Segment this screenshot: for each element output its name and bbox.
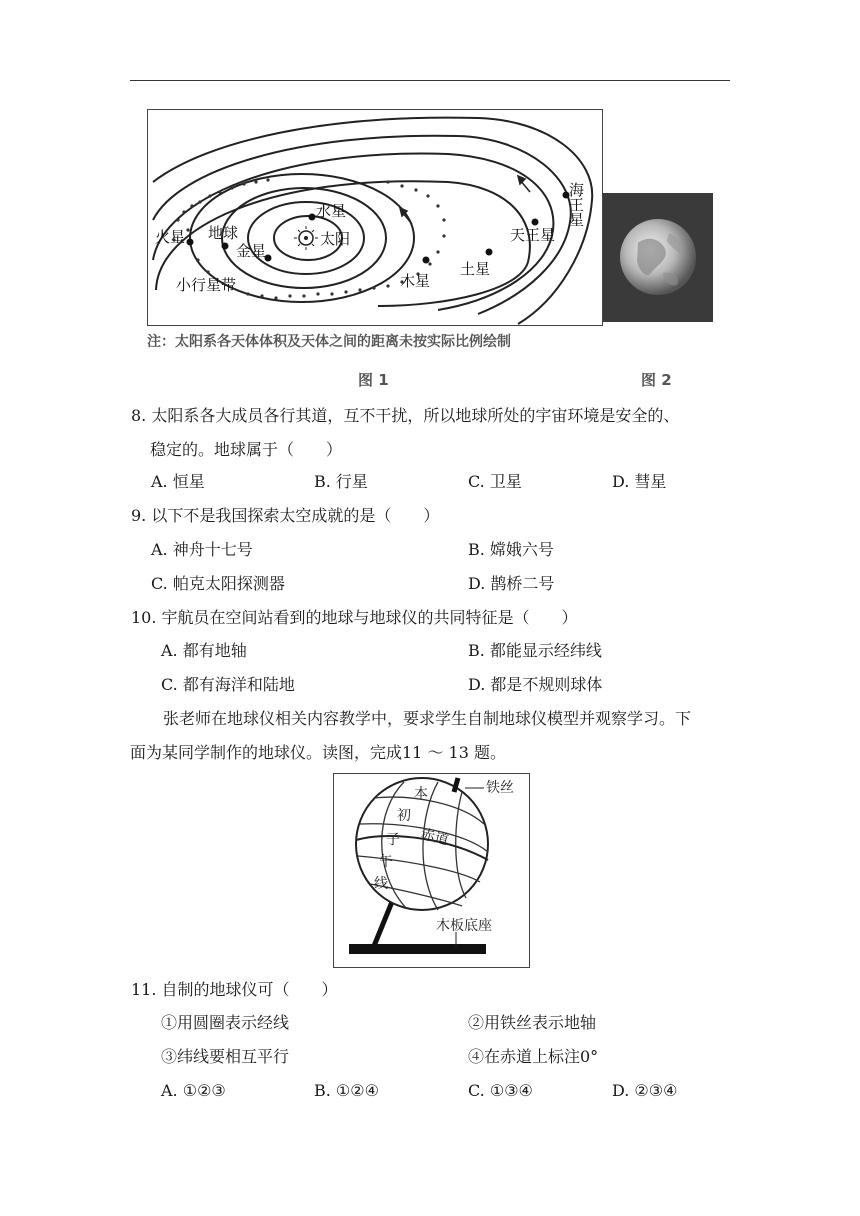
wire-label: 铁丝 <box>486 780 514 796</box>
q8-option-d: D. 彗星 <box>612 472 667 491</box>
prime-meridian-char-5: 线 <box>374 876 388 892</box>
sun <box>294 226 318 250</box>
figure2-caption: 图 2 <box>641 371 672 389</box>
q9-stem: 9. 以下不是我国探索太空成就的是（ ） <box>131 506 440 525</box>
q11-statement-2: ②用铁丝表示地轴 <box>468 1013 597 1032</box>
header-rule <box>130 80 730 81</box>
neptune-label: 海王星 <box>567 182 585 227</box>
mercury-dot <box>309 214 316 221</box>
q11-option-b: B. ①②④ <box>314 1081 379 1100</box>
earth-label: 地球 <box>208 224 239 242</box>
q11-option-a: A. ①②③ <box>161 1081 226 1100</box>
base-label: 木板底座 <box>436 918 492 934</box>
equator-label: 赤道 <box>419 826 451 849</box>
mars-label: 火星 <box>155 228 186 246</box>
q11-option-d: D. ②③④ <box>612 1081 678 1100</box>
q10-option-c: C. 都有海洋和陆地 <box>161 675 295 694</box>
saturn-label: 土星 <box>460 260 491 278</box>
q10-option-a: A. 都有地轴 <box>161 641 247 660</box>
earth-photo <box>603 193 713 322</box>
asteroid-belt-label: 小行星带 <box>176 276 237 294</box>
passage-line2: 面为某同学制作的地球仪。读图，完成11 ～ 13 题。 <box>130 743 506 762</box>
prime-meridian-char-2: 初 <box>397 808 411 824</box>
q10-stem: 10. 宇航员在空间站看到的地球与地球仪的共同特征是（ ） <box>131 608 578 627</box>
q9-option-b: B. 嫦娥六号 <box>468 540 554 559</box>
q8-stem: 8. 太阳系各大成员各行其道，互不干扰，所以地球所处的宇宙环境是安全的、 <box>131 406 680 425</box>
mercury-label: 水星 <box>316 202 347 220</box>
q11-option-c: C. ①③④ <box>468 1081 533 1100</box>
saturn-dot <box>486 249 493 256</box>
uranus-dot <box>532 219 539 226</box>
q11-statement-4: ④在赤道上标注0° <box>468 1047 599 1066</box>
figure-note: 注：太阳系各天体体积及天体之间的距离未按实际比例绘制 <box>147 334 511 350</box>
prime-meridian-char-1: 本 <box>414 786 428 802</box>
q8-option-c: C. 卫星 <box>468 472 522 491</box>
passage-line1: 张老师在地球仪相关内容教学中，要求学生自制地球仪模型并观察学习。下 <box>163 709 692 728</box>
globe-diagram <box>334 774 529 967</box>
earth-dot <box>222 243 229 250</box>
q11-statement-1: ①用圆圈表示经线 <box>161 1013 290 1032</box>
figure1-caption: 图 1 <box>358 371 389 389</box>
solar-system-figure <box>147 109 603 326</box>
q9-option-d: D. 鹊桥二号 <box>468 574 555 593</box>
q9-option-a: A. 神舟十七号 <box>151 540 253 559</box>
q11-statement-3: ③纬线要相互平行 <box>161 1047 290 1066</box>
earth-image <box>603 193 713 322</box>
q9-option-c: C. 帕克太阳探测器 <box>151 574 285 593</box>
prime-meridian-char-4: 午 <box>379 854 393 870</box>
uranus-label: 天王星 <box>510 226 556 244</box>
q8-option-b: B. 行星 <box>314 472 368 491</box>
q8-option-a: A. 恒星 <box>151 472 205 491</box>
q10-option-d: D. 都是不规则球体 <box>468 675 603 694</box>
prime-meridian-char-3: 子 <box>386 832 400 848</box>
jupiter-dot <box>423 257 430 264</box>
q10-option-b: B. 都能显示经纬线 <box>468 641 602 660</box>
mars-dot <box>187 239 194 246</box>
q8-stem-cont: 稳定的。地球属于（ ） <box>150 440 343 459</box>
solar-system-diagram <box>148 110 602 325</box>
sun-label: 太阳 <box>320 230 351 248</box>
jupiter-label: 木星 <box>400 272 431 290</box>
globe-figure <box>333 773 530 968</box>
q11-stem: 11. 自制的地球仪可（ ） <box>131 980 338 999</box>
venus-label: 金星 <box>236 242 267 260</box>
